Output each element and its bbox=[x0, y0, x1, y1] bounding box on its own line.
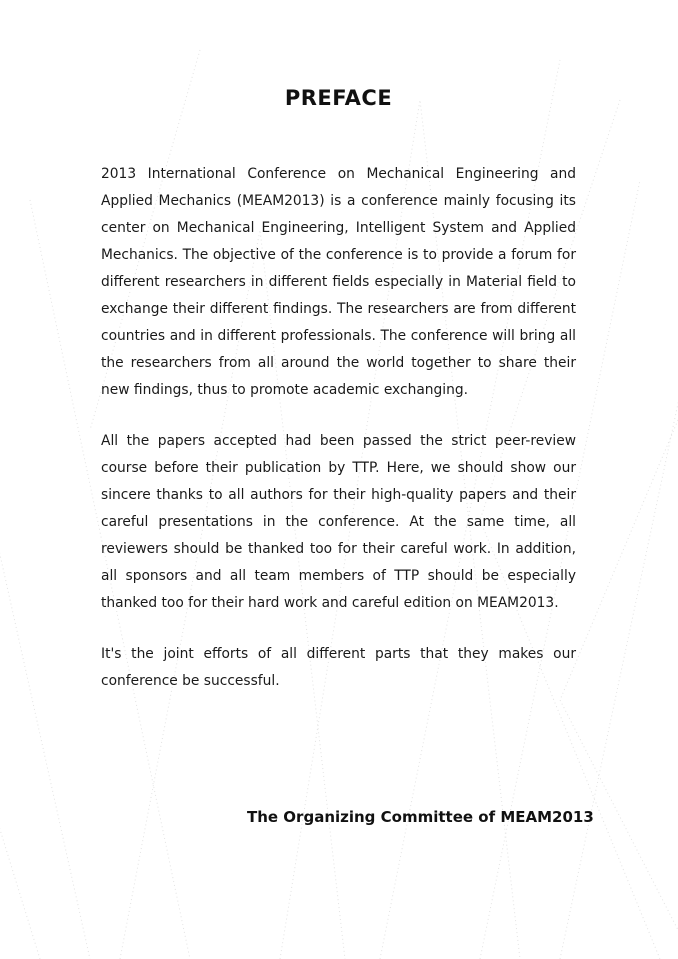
page-title: PREFACE bbox=[284, 86, 393, 110]
preface-paragraph-1: 2013 International Conference on Mechanical Engineering and Applied Mechanics (MEAM2013) is a conference mainly focusing its center on Mechanical Engineering, Intelligent System and Applied Mechanics. The objective of the conference is to provide a forum for different researchers in different fields especially in Material field to exchange their different findings. The researchers are from different countries and in different professionals. The conference will bring all the researchers from all around the world together to share their new findings, thus to promote academic exchanging. bbox=[101, 166, 576, 398]
preface-paragraph-3: It's the joint efforts of all different parts that they makes our conference be successful. bbox=[101, 646, 576, 689]
preface-paragraph-2: All the papers accepted had been passed the strict peer-review course before their publication by TTP. Here, we should show our sincere thanks to all authors for their high-quality papers and their careful presentations in the conference. At the same time, all reviewers should be thanked too for their careful work. In addition, all sponsors and all team members of TTP should be especially thanked too for their hard work and careful edition on MEAM2013. bbox=[101, 433, 576, 611]
closing-signature: The Organizing Committee of MEAM2013 bbox=[247, 808, 594, 826]
text-block bbox=[101, 0, 594, 827]
